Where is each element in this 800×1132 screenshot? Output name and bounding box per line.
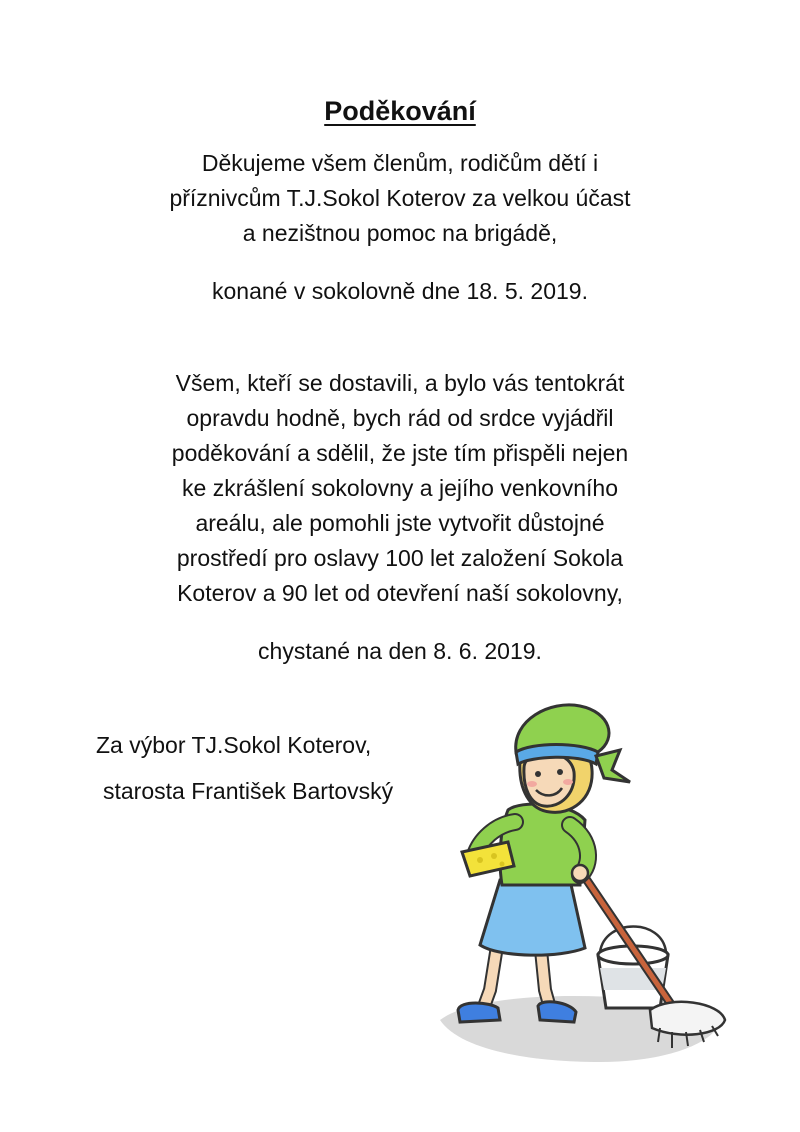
scarf-knot: [596, 750, 630, 782]
body-line: prostředí pro oslavy 100 let založení Sokola: [176, 545, 624, 571]
event-line: konané v sokolovně dne 18. 5. 2019.: [212, 278, 588, 304]
body-line: poděkování a sdělil, že jste tím přispěli nejen: [171, 440, 629, 466]
event-date-line: [40, 274, 760, 309]
bucket-icon: [598, 927, 668, 1009]
intro-paragraph: [40, 146, 760, 251]
celebration-line: chystané na den 8. 6. 2019.: [258, 638, 542, 664]
body-line: Koterov a 90 let od otevření naší sokolovny,: [177, 580, 623, 606]
signature-chairman: starosta František Bartovský: [103, 778, 394, 804]
cleaning-woman-illustration-icon: [420, 690, 740, 1070]
intro-line: příznivcům T.J.Sokol Koterov za velkou účast: [169, 185, 631, 211]
body-line: opravdu hodně, bych rád od srdce vyjádřil: [186, 405, 614, 431]
shoe-left: [458, 1003, 500, 1022]
head: [516, 705, 630, 812]
celebration-date-line: [40, 634, 760, 669]
scarf: [516, 705, 609, 752]
body-paragraph: [40, 366, 760, 611]
body-line: Všem, kteří se dostavili, a bylo vás tentokrát: [175, 370, 625, 396]
intro-line: Děkujeme všem členům, rodičům dětí i: [201, 150, 599, 176]
intro-line: a nezištnou pomoc na brigádě,: [242, 220, 558, 246]
body-line: ke zkrášlení sokolovny a jejího venkovního: [182, 475, 618, 501]
body-line: areálu, ale pomohli jste vytvořit důstojné: [195, 510, 605, 536]
page-title: Poděkování: [324, 96, 476, 126]
signature-committee: Za výbor TJ.Sokol Koterov,: [96, 732, 372, 758]
skirt: [480, 880, 585, 955]
